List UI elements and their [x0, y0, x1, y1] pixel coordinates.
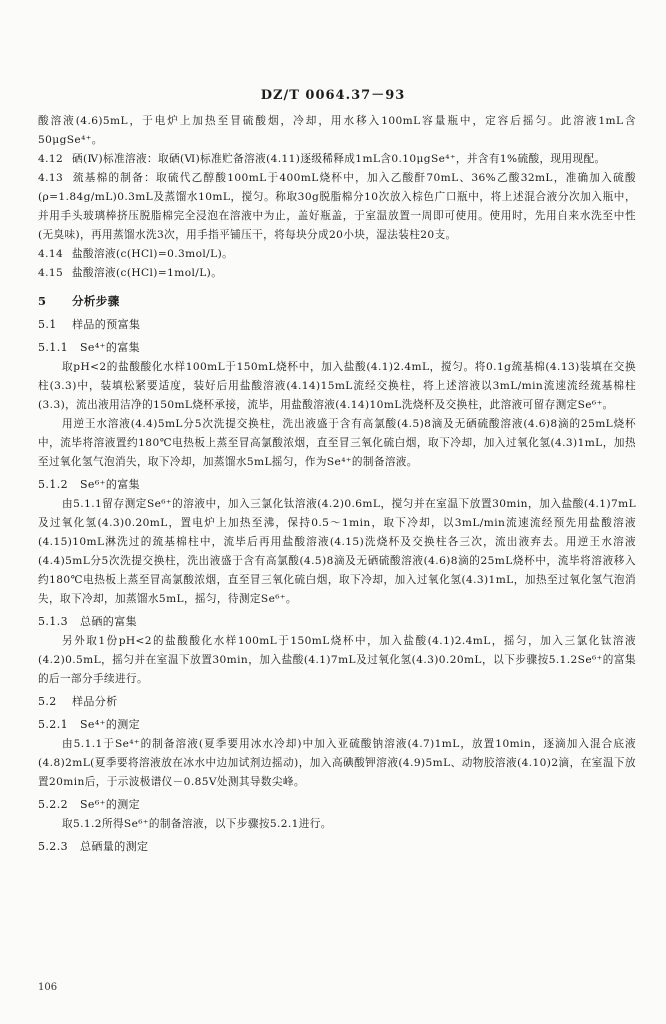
section-title: 总硒的富集 — [80, 615, 137, 628]
page-number: 106 — [38, 982, 58, 993]
paragraph-continuation: 酸溶液(4.6)5mL，于电炉上加热至冒硫酸烟，冷却，用水移入100mL容量瓶中，定容后摇匀。此溶液1mL含50μgSe⁴⁺。 — [38, 115, 636, 146]
standard-code-header: DZ/T 0064.37－93 — [260, 88, 406, 103]
clause-4-13 — [38, 169, 636, 245]
clause-text: 巯基棉的制备：取硫代乙醇酸100mL于400mL烧杯中，加入乙酸酐70mL、36%乙酸32mL，准确加入硫酸(ρ=1.84g/mL)0.3mL及蒸馏水10mL，搅匀。称取30g脱脂棉分10次放入棕色广口瓶中，将上述混合液分次加入瓶中，并用手头玻璃棒挤压脱脂棉完全浸泡在溶液中为止，盖好瓶盖，于室温放置一周即可使用。使用时，先用自来水洗至中性(无臭味)，再用蒸馏水洗3次，用手指平铺压干，将每块分成20小块，湿法装柱20支。 — [38, 172, 636, 241]
paragraph-se6-determination: 取5.1.2所得Se⁶⁺的制备溶液，以下步骤按5.2.1进行。 — [62, 818, 332, 830]
section-5-2-3-heading — [38, 837, 636, 857]
section-number: 5.2 — [38, 695, 57, 708]
paragraph-se4-determination: 由5.1.1于Se⁴⁺的制备溶液(夏季要用冰水冷却)中加入亚硫酸钠溶液(4.7)1mL，放置10min，逐滴加入混合底液(4.8)2mL(夏季要将溶液放在冰水中边加试剂边摇动)，加入高碘酸钾溶液(4.9)5mL、动物胶溶液(4.10)2滴，在室温下放置20min后，于示波极谱仪－0.85V处测其导数尖峰。 — [38, 738, 636, 788]
clause-4-14 — [38, 245, 636, 264]
clause-text: 盐酸溶液(c(HCl)=1mol/L)。 — [72, 267, 223, 279]
section-5-2-heading — [38, 692, 636, 712]
clause-4-15 — [38, 264, 636, 283]
clause-number: 4.13 — [38, 172, 64, 184]
section-title: 分析步骤 — [72, 294, 120, 308]
section-5-2-2-heading — [38, 795, 636, 815]
clause-number: 4.15 — [38, 267, 64, 279]
section-number: 5.2.1 — [38, 718, 68, 731]
section-number: 5.1.1 — [38, 341, 68, 354]
paragraph-total-se-enrichment: 另外取1份pH<2的盐酸酸化水样100mL于150mL烧杯中，加入盐酸(4.1)2.4mL，摇匀，加入三氯化钛溶液(4.2)0.5mL，摇匀并在室温下放置30min，加入盐酸(4.1)7mL及过氧化氢(4.3)0.20mL，以下步骤按5.1.2Se⁶⁺的富集的后一部分手续进行。 — [38, 635, 636, 685]
section-5-1-3-heading — [38, 612, 636, 632]
section-number: 5.1.2 — [38, 478, 68, 491]
section-5-heading — [38, 291, 636, 311]
paragraph-se6-enrichment: 由5.1.1留存测定Se⁶⁺的溶液中，加入三氯化钛溶液(4.2)0.6mL，搅匀并在室温下放置30min，加入盐酸(4.1)7mL及过氧化氢(4.3)0.20mL，置电炉上加热至沸，保持0.5～1min，取下冷却，以3mL/min流速流经预先用盐酸溶液(4.15)10mL淋洗过的巯基棉柱中，流毕后再用盐酸溶液(4.15)洗烧杯及交换柱各三次，流出液弃去。用逆王水溶液(4.4)5mL分5次洗提交换柱，洗出液盛于含有高氯酸(4.5)8滴及无硒硫酸溶液(4.6)8滴的25mL烧杯中，流毕将溶液移入约180℃电热板上蒸至冒高氯酸浓烟，直至冒三氧化硫白烟，取下冷却，加入过氧化氢(4.3)1mL，加热至过氧化氢气泡消失，取下冷却，加蒸馏水5mL，摇匀，待测定Se⁶⁺。 — [38, 498, 636, 605]
paragraph-se4-enrichment: 取pH<2的盐酸酸化水样100mL于150mL烧杯中，加入盐酸(4.1)2.4mL，搅匀。将0.1g巯基棉(4.13)装填在交换柱(3.3)中，装填松紧要适度，装好后用盐酸溶液(4.14)15mL流经交换柱，将上述溶液以3mL/min流速流经巯基棉柱(3.3)，流出液用洁净的150mL烧杯承接，流毕，用盐酸溶液(4.14)10mL洗烧杯及交换柱，此溶液可留存测定Se⁶⁺。 — [38, 361, 636, 411]
section-title: 样品的预富集 — [72, 318, 141, 331]
section-title: Se⁶⁺的富集 — [80, 478, 141, 491]
clause-text: 硒(Ⅳ)标准溶液：取硒(Ⅵ)标准贮备溶液(4.11)逐级稀释成1mL含0.10μgSe⁴⁺，并含有1%硫酸，现用现配。 — [72, 153, 606, 165]
section-number: 5.1.3 — [38, 615, 68, 628]
clause-number: 4.14 — [38, 248, 64, 260]
section-title: Se⁴⁺的测定 — [80, 718, 141, 731]
section-title: Se⁴⁺的富集 — [80, 341, 141, 354]
clause-text: 盐酸溶液(c(HCl)=0.3mol/L)。 — [72, 248, 234, 260]
section-number: 5 — [38, 294, 47, 308]
section-5-1-2-heading — [38, 475, 636, 495]
section-number: 5.2.2 — [38, 798, 68, 811]
document-body — [38, 112, 636, 857]
section-5-1-heading — [38, 315, 636, 335]
clause-4-12 — [38, 150, 636, 169]
section-number: 5.1 — [38, 318, 57, 331]
section-title: Se⁶⁺的测定 — [80, 798, 141, 811]
section-number: 5.2.3 — [38, 840, 68, 853]
paragraph-se4-elution: 用逆王水溶液(4.4)5mL分5次洗提交换柱，洗出液盛于含有高氯酸(4.5)8滴及无硒硫酸溶液(4.6)8滴的25mL烧杯中，流毕将溶液置约180℃电热板上蒸至冒高氯酸浓烟，直至冒三氧化硫白烟，取下冷却，加入过氧化氢(4.3)1mL，加热至过氧化氢气泡消失，取下冷却，加蒸馏水5mL摇匀，作为Se⁴⁺的制备溶液。 — [38, 418, 636, 468]
section-5-2-1-heading — [38, 715, 636, 735]
clause-number: 4.12 — [38, 153, 64, 165]
section-title: 样品分析 — [72, 695, 118, 708]
section-title: 总硒量的测定 — [80, 840, 149, 853]
section-5-1-1-heading — [38, 338, 636, 358]
